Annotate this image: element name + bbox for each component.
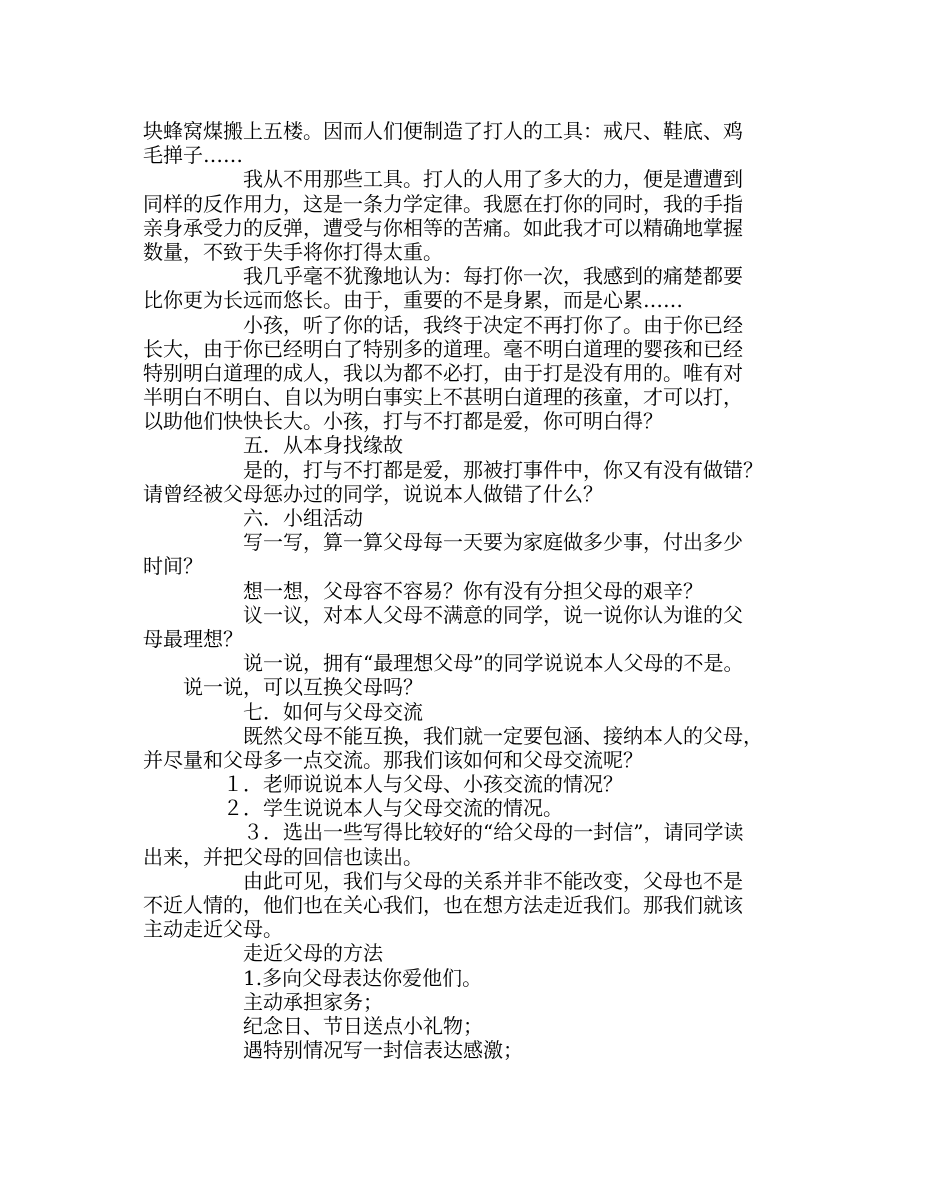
text-line: 毛掸子……: [143, 143, 243, 168]
text-line: 主动走近父母。: [143, 917, 283, 942]
text-line: 块蜂窝煤搬上五楼。因而人们便制造了打人的工具：戒尺、鞋底、鸡: [143, 119, 743, 143]
list-item: 遇特别情况写一封信表达感激；: [143, 1038, 523, 1063]
text-line: 既然父母不能互换，我们就一定要包涵、接纳本人的父母，: [143, 723, 763, 748]
text-line: 同样的反作用力，这是一条力学定律。我愿在打你的同时，我的手指: [143, 191, 743, 216]
text-line: 不近人情的，他们也在关心我们，也在想方法走近我们。那我们就该: [143, 893, 743, 917]
text-line: 亲身承受力的反弹，遭受与你相等的苦痛。如此我才可以精确地掌握: [143, 215, 743, 240]
text-line: 由此可见，我们与父母的关系并非不能改变，父母也不是: [143, 868, 743, 893]
section-heading: 走近父母的方法: [143, 941, 383, 966]
list-item: ３．选出一些写得比较好的“给父母的一封信”，请同学读: [143, 820, 744, 845]
body-text: [143, 119, 833, 1062]
list-item: 纪念日、节日送点小礼物；: [143, 1013, 483, 1038]
list-item: 主动承担家务；: [143, 989, 383, 1014]
text-line: 长大，由于你已经明白了特别多的道理。毫不明白道理的婴孩和已经: [143, 336, 743, 361]
text-line: 说一说，拥有“最理想父母”的同学说说本人父母的不是。: [143, 651, 744, 676]
text-line: 我几乎毫不犹豫地认为：每打你一次，我感到的痛楚都要: [143, 264, 743, 289]
section-heading: 六．小组活动: [143, 506, 363, 530]
text-line: 半明白不明白、自以为明白事实上不甚明白道理的孩童，才可以打，: [143, 385, 743, 410]
list-item: 1.多向父母表达你爱他们。: [143, 965, 483, 990]
text-line: 数量，不致于失手将你打得太重。: [143, 239, 443, 264]
text-line: 出来，并把父母的回信也读出。: [143, 844, 423, 869]
text-line: 时间？: [143, 554, 203, 579]
text-line: 是的，打与不打都是爱，那被打事件中，你又有没有做错？: [143, 457, 763, 482]
text-line: 比你更为长远而悠长。由于，重要的不是身累，而是心累……: [143, 288, 683, 313]
text-line: 说一说，可以互换父母吗？: [143, 675, 423, 700]
text-line: 想一想，父母容不容易？你有没有分担父母的艰辛？: [143, 578, 703, 603]
list-item: ２．学生说说本人与父母交流的情况。: [143, 796, 563, 821]
text-line: 请曾经被父母惩办过的同学，说说本人做错了什么？: [143, 481, 603, 506]
text-line: 以助他们快快长大。小孩，打与不打都是爱，你可明白得？: [143, 409, 663, 434]
text-line: 特别明白道理的成人，我以为都不必打，由于打是没有用的。唯有对: [143, 360, 743, 385]
text-line: 议一议，对本人父母不满意的同学，说一说你认为谁的父: [143, 602, 743, 627]
text-line: 小孩，听了你的话，我终于决定不再打你了。由于你已经: [143, 312, 743, 337]
text-line: 写一写，算一算父母每一天要为家庭做多少事，付出多少: [143, 530, 743, 555]
text-line: 我从不用那些工具。打人的人用了多大的力，便是遭遭到: [143, 167, 743, 192]
text-line: 并尽量和父母多一点交流。那我们该如何和父母交流呢？: [143, 747, 643, 772]
section-heading: 五．从本身找缘故: [143, 433, 403, 458]
section-heading: 七．如何与父母交流: [143, 699, 423, 724]
text-line: 母最理想？: [143, 626, 243, 651]
list-item: １．老师说说本人与父母、小孩交流的情况？: [143, 772, 623, 797]
